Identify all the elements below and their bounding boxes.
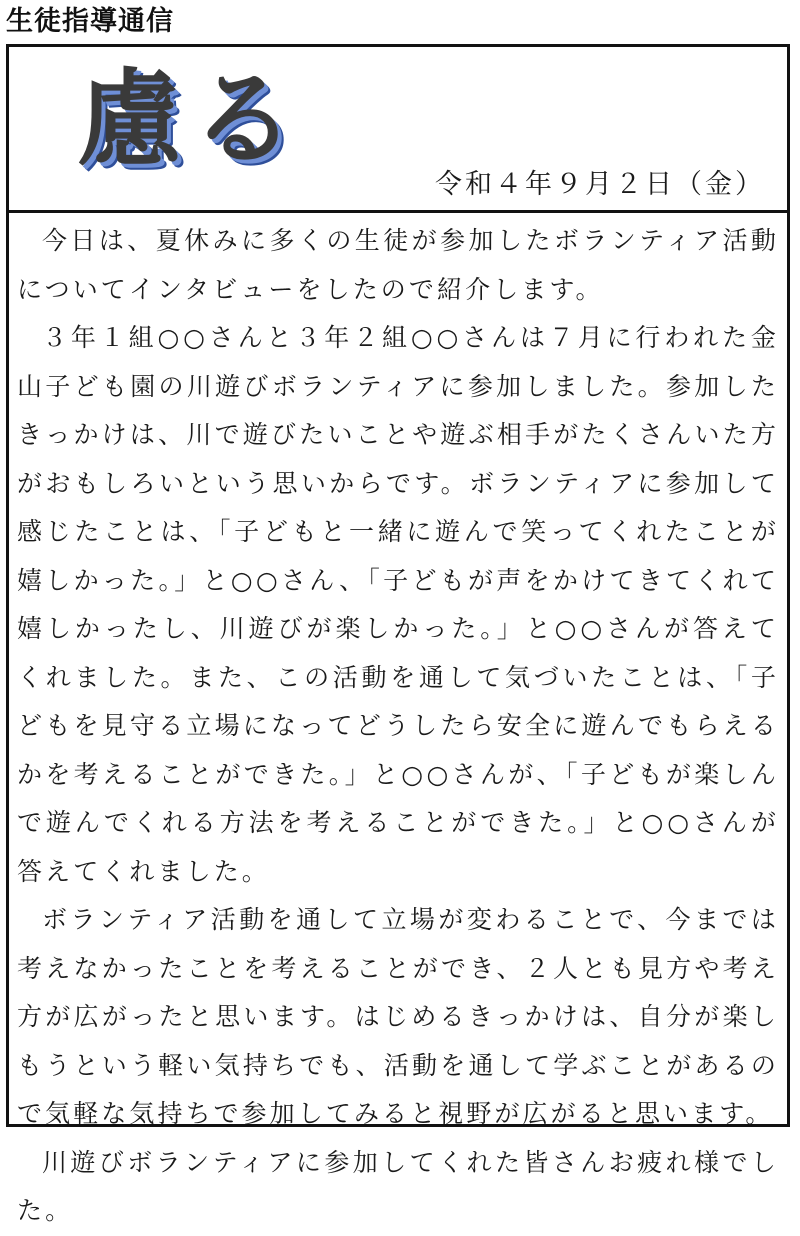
article-paragraph-reflection: ボランティア活動を通して立場が変わることで、今までは考えなかったことを考えることができ、２人とも見方や考え方が広がったと思います。はじめるきっかけは、自分が楽しもうという軽い気持ちでも、活動を通して学ぶことがあるので気軽な気持ちで参加してみると視野が広がると思います。 bbox=[17, 905, 779, 1128]
series-title: 生徒指導通信 bbox=[6, 6, 174, 37]
article-paragraph-closing: 川遊びボランティアに参加してくれた皆さんお疲れ様でした。 bbox=[17, 1147, 779, 1225]
article-paragraph-intro: 今日は、夏休みに多くの生徒が参加したボランティア活動についてインタビューをしたので紹介します。 bbox=[17, 226, 779, 304]
issue-date: 令和４年９月２日（金） bbox=[435, 169, 765, 200]
newsletter-title: 慮る bbox=[77, 57, 306, 180]
article-body bbox=[17, 217, 779, 1236]
article-paragraph-interview: ３年１組○○さんと３年２組○○さんは７月に行われた金山子ども園の川遊びボランティアに参加しました。参加したきっかけは、川で遊びたいことや遊ぶ相手がたくさんいた方がおもしろいという思いからです。ボランティアに参加して感じたことは、「子どもと一緒に遊んで笑ってくれたことが嬉しかった。」と○○さん、「子どもが声をかけてきてくれて嬉しかったし、川遊びが楽しかった。」と○○さんが答えてくれました。また、この活動を通して気づいたことは、「子どもを見守る立場になってどうしたら安全に遊んでもらえるかを考えることができた。」と○○さんが、「子どもが楽しんで遊んでくれる方法を考えることができた。」と○○さんが答えてくれました。 bbox=[17, 323, 779, 886]
newsletter-header bbox=[9, 47, 787, 213]
newsletter-frame bbox=[6, 44, 790, 1225]
